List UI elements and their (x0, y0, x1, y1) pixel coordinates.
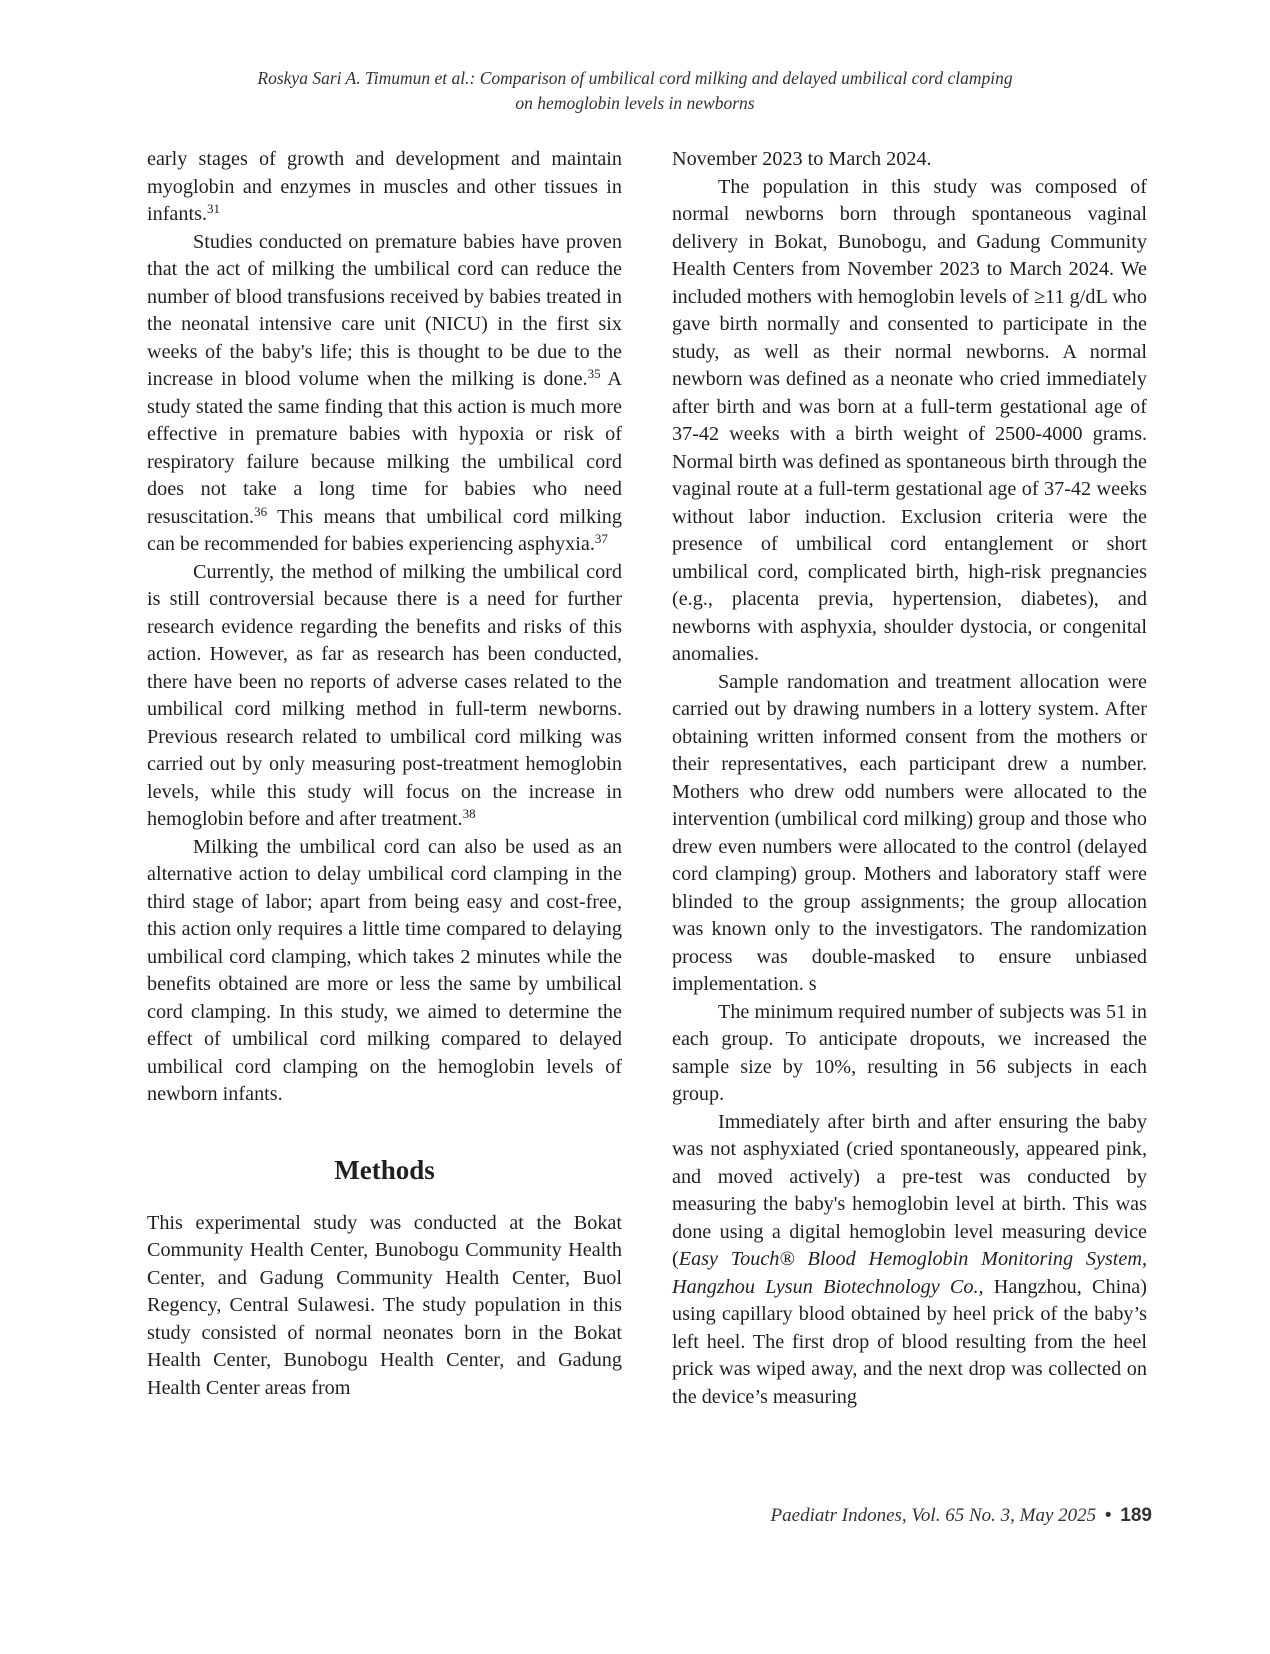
running-header-line2: on hemoglobin levels in newborns (515, 93, 755, 113)
paragraph-text: Hangzhou, China) using capillary blood obtained by heel prick of the baby’s left heel. The first drop of blood resulting from the heel prick was wiped away, and the next drop was collected on the device’s measuring (672, 1275, 1147, 1408)
section-heading-methods: Methods (334, 1154, 435, 1185)
running-header-line1: Roskya Sari A. Timumun et al.: Comparison of umbilical cord milking and delayed umbilical cord clamping (257, 68, 1013, 88)
paragraph: Milking the umbilical cord can also be used as an alternative action to delay umbilical cord clamping in the third stage of labor; apart from being easy and cost-free, this action only requires a little time compared to delaying umbilical cord clamping, which takes 2 minutes while the benefits obtained are more or less the same by umbilical cord clamping. In this study, we aimed to determine the effect of umbilical cord milking compared to delayed umbilical cord clamping on the hemoglobin levels of newborn infants. (147, 835, 622, 1105)
citation-ref: 36 (254, 503, 268, 519)
page-footer (771, 1505, 1152, 1527)
paragraph (147, 146, 622, 229)
paragraph-text: early stages of growth and development and maintain myoglobin and enzymes in muscles and other tissues in infants. (147, 148, 622, 225)
left-column (147, 146, 622, 1402)
paragraph-text: Studies conducted on premature babies have proven that the act of milking the umbilical cord can reduce the number of blood transfusions received by babies treated in the neonatal intensive care unit (NICU) in the first six weeks of the baby's life; this is thought to be due to the increase in blood volume when the milking is done. (147, 230, 622, 390)
running-header (0, 66, 1270, 116)
paragraph: This experimental study was conducted at the Bokat Community Health Center, Bunobogu Community Health Center, and Gadung Community Health Center, Buol Regency, Central Sulawesi. The study population in this study consisted of normal neonates born in the Bokat Health Center, Bunobogu Health Center, and Gadung Health Center areas from (147, 1211, 622, 1399)
citation-ref: 31 (207, 201, 220, 216)
journal-citation: Paediatr Indones, Vol. 65 No. 3, May 2025 (770, 1505, 1097, 1526)
device-name: Easy Touch® Blood Hemoglobin Monitoring System, Hangzhou Lysun Biotechnology Co., (672, 1248, 1147, 1298)
bullet-separator: • (1104, 1505, 1112, 1526)
paragraph (147, 229, 622, 559)
paragraph-text: Immediately after birth and after ensuring the baby was not asphyxiated (cried spontaneously, appeared pink, and moved actively) a pre-test was conducted by measuring the baby's hemoglobin level at birth. This was done using a digital hemoglobin level measuring device ( (672, 1110, 1147, 1270)
paragraph-text: A study stated the same finding that this action is much more effective in premature babies with hypoxia or risk of respiratory failure because milking the umbilical cord does not take a long time for babies who need resuscitation. (147, 368, 622, 528)
citation-ref: 38 (462, 806, 476, 821)
paragraph: The population in this study was composed of normal newborns born through spontaneous vaginal delivery in Bokat, Bunobogu, and Gadung Community Health Centers from November 2023 to March 2024. We included mothers with hemoglobin levels of ≥11 g/dL who gave birth normally and consented to participate in the study, as well as their normal newborns. A normal newborn was defined as a neonate who cried immediately after birth and was born at a full-term gestational age of 37-42 weeks with a birth weight of 2500-4000 grams. Normal birth was defined as spontaneous birth through the vaginal route at a full-term gestational age of 37-42 weeks without labor induction. Exclusion criteria were the presence of umbilical cord entanglement or short umbilical cord, complicated birth, high-risk pregnancies (e.g., placenta previa, hypertension, diabetes), and newborns with asphyxia, shoulder dystocia, or congenital anomalies. (672, 175, 1147, 665)
citation-ref: 37 (594, 531, 608, 546)
paragraph-text: This means that umbilical cord milking can be recommended for babies experiencing asphyxia. (147, 505, 622, 555)
page-number: 189 (1120, 1505, 1152, 1526)
paragraph (147, 559, 622, 834)
paragraph-text: Currently, the method of milking the umbilical cord is still controversial because there is a need for further research evidence regarding the benefits and risks of this action. However, as far as research has been conducted, there have been no reports of adverse cases related to the umbilical cord milking method in full-term newborns. Previous research related to umbilical cord milking was carried out by only measuring post-treatment hemoglobin levels, while this study will focus on the increase in hemoglobin before and after treatment. (147, 560, 622, 830)
right-column (672, 146, 1147, 1411)
paragraph: Sample randomation and treatment allocation were carried out by drawing numbers in a lottery system. After obtaining written informed consent from the mothers or their representatives, each participant drew a number. Mothers who drew odd numbers were allocated to the intervention (umbilical cord milking) group and those who drew even numbers were allocated to the control (delayed cord clamping) group. Mothers and laboratory staff were blinded to the group assignments; the group allocation was known only to the investigators. The randomization process was double-masked to ensure unbiased implementation. s (672, 670, 1147, 995)
paragraph (672, 1109, 1147, 1412)
paragraph: The minimum required number of subjects was 51 in each group. To anticipate dropouts, we increased the sample size by 10%, resulting in 56 subjects in each group. (672, 1000, 1147, 1105)
citation-ref: 35 (587, 366, 601, 381)
paragraph: November 2023 to March 2024. (672, 148, 932, 170)
